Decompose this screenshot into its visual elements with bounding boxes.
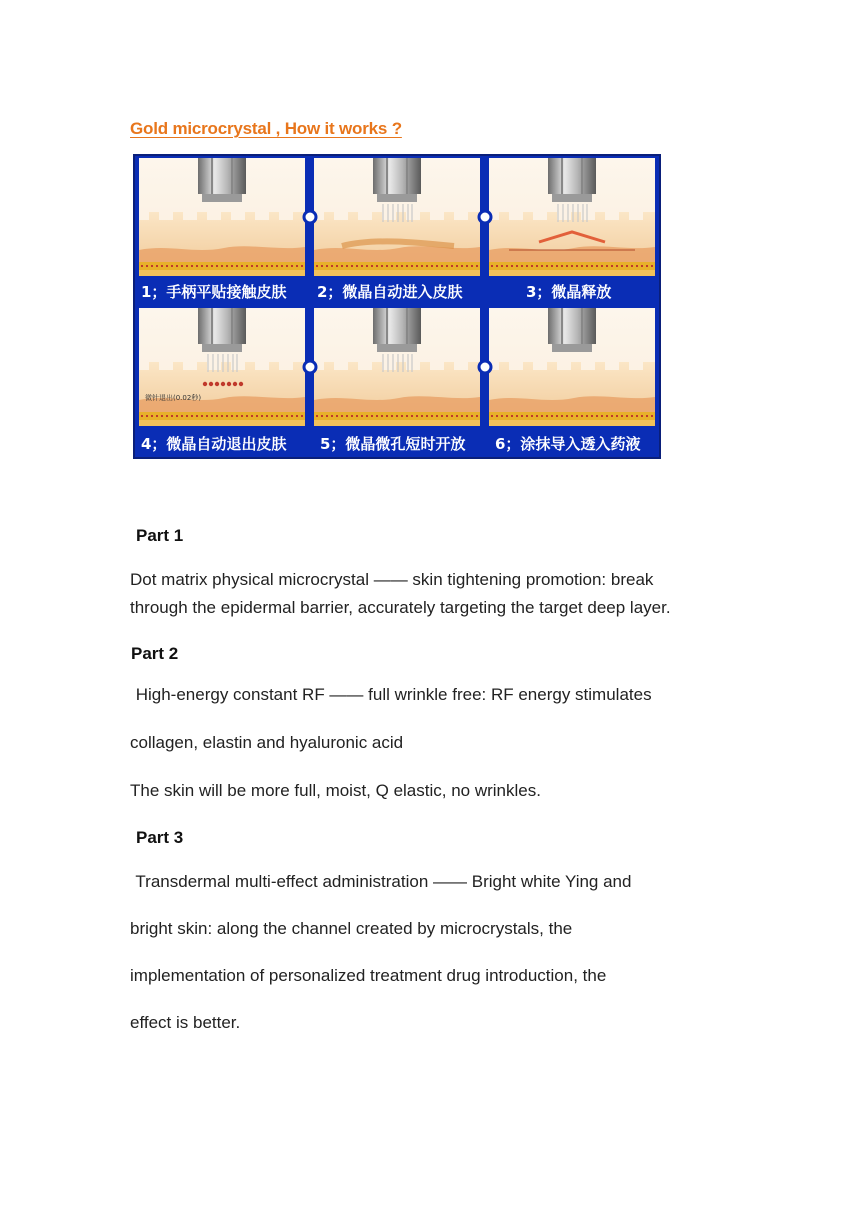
part-2-line-3: The skin will be more full, moist, Q elastic, no wrinkles. bbox=[130, 781, 541, 800]
part-2-line-1: High-energy constant RF —— full wrinkle free: RF energy stimulates bbox=[131, 685, 652, 704]
part-3-line-1: Transdermal multi-effect administration —— Bright white Ying and bbox=[131, 872, 632, 891]
microcrystal-steps-diagram bbox=[133, 154, 661, 459]
part-3-line-2: bright skin: along the channel created by microcrystals, the bbox=[130, 919, 573, 938]
step-4-caption: 4；微晶自动退出皮肤 bbox=[141, 435, 287, 453]
steps-illustration bbox=[135, 156, 659, 457]
step-3-panel bbox=[489, 158, 655, 276]
handle-icon bbox=[373, 158, 421, 202]
handle-icon bbox=[198, 158, 246, 202]
part-3-heading: Part 3 bbox=[136, 828, 184, 847]
handle-icon bbox=[548, 308, 596, 352]
part-2-line-2: collagen, elastin and hyaluronic acid bbox=[130, 733, 404, 752]
handle-icon bbox=[548, 158, 596, 202]
step-5-caption: 5；微晶微孔短时开放 bbox=[320, 435, 466, 453]
step-4-panel bbox=[139, 308, 305, 426]
handle-icon bbox=[198, 308, 246, 352]
part-3-line-4: effect is better. bbox=[130, 1013, 241, 1032]
step-1-caption: 1；手柄平贴接触皮肤 bbox=[141, 283, 287, 301]
step-6-panel bbox=[489, 308, 655, 426]
step-2-caption: 2；微晶自动进入皮肤 bbox=[317, 283, 463, 301]
step-6-caption: 6；涂抹导入透入药液 bbox=[495, 435, 641, 453]
part-3-line-3: implementation of personalized treatment drug introduction, the bbox=[130, 966, 607, 985]
part-2-heading: Part 2 bbox=[131, 644, 179, 663]
part-1-line-1: Dot matrix physical microcrystal —— skin tightening promotion: break bbox=[130, 570, 654, 589]
part-1-heading: Part 1 bbox=[136, 526, 184, 545]
step-1-panel bbox=[139, 158, 305, 276]
part-1-line-2: through the epidermal barrier, accurately targeting the target deep layer. bbox=[130, 598, 671, 617]
step-5-panel bbox=[314, 308, 480, 426]
retract-note: 微针退出(0.02秒) bbox=[145, 394, 202, 402]
handle-icon bbox=[373, 308, 421, 352]
step-3-caption: 3；微晶释放 bbox=[526, 283, 612, 301]
page-title: Gold microcrystal , How it works ? bbox=[130, 119, 402, 138]
step-2-panel bbox=[314, 158, 480, 276]
